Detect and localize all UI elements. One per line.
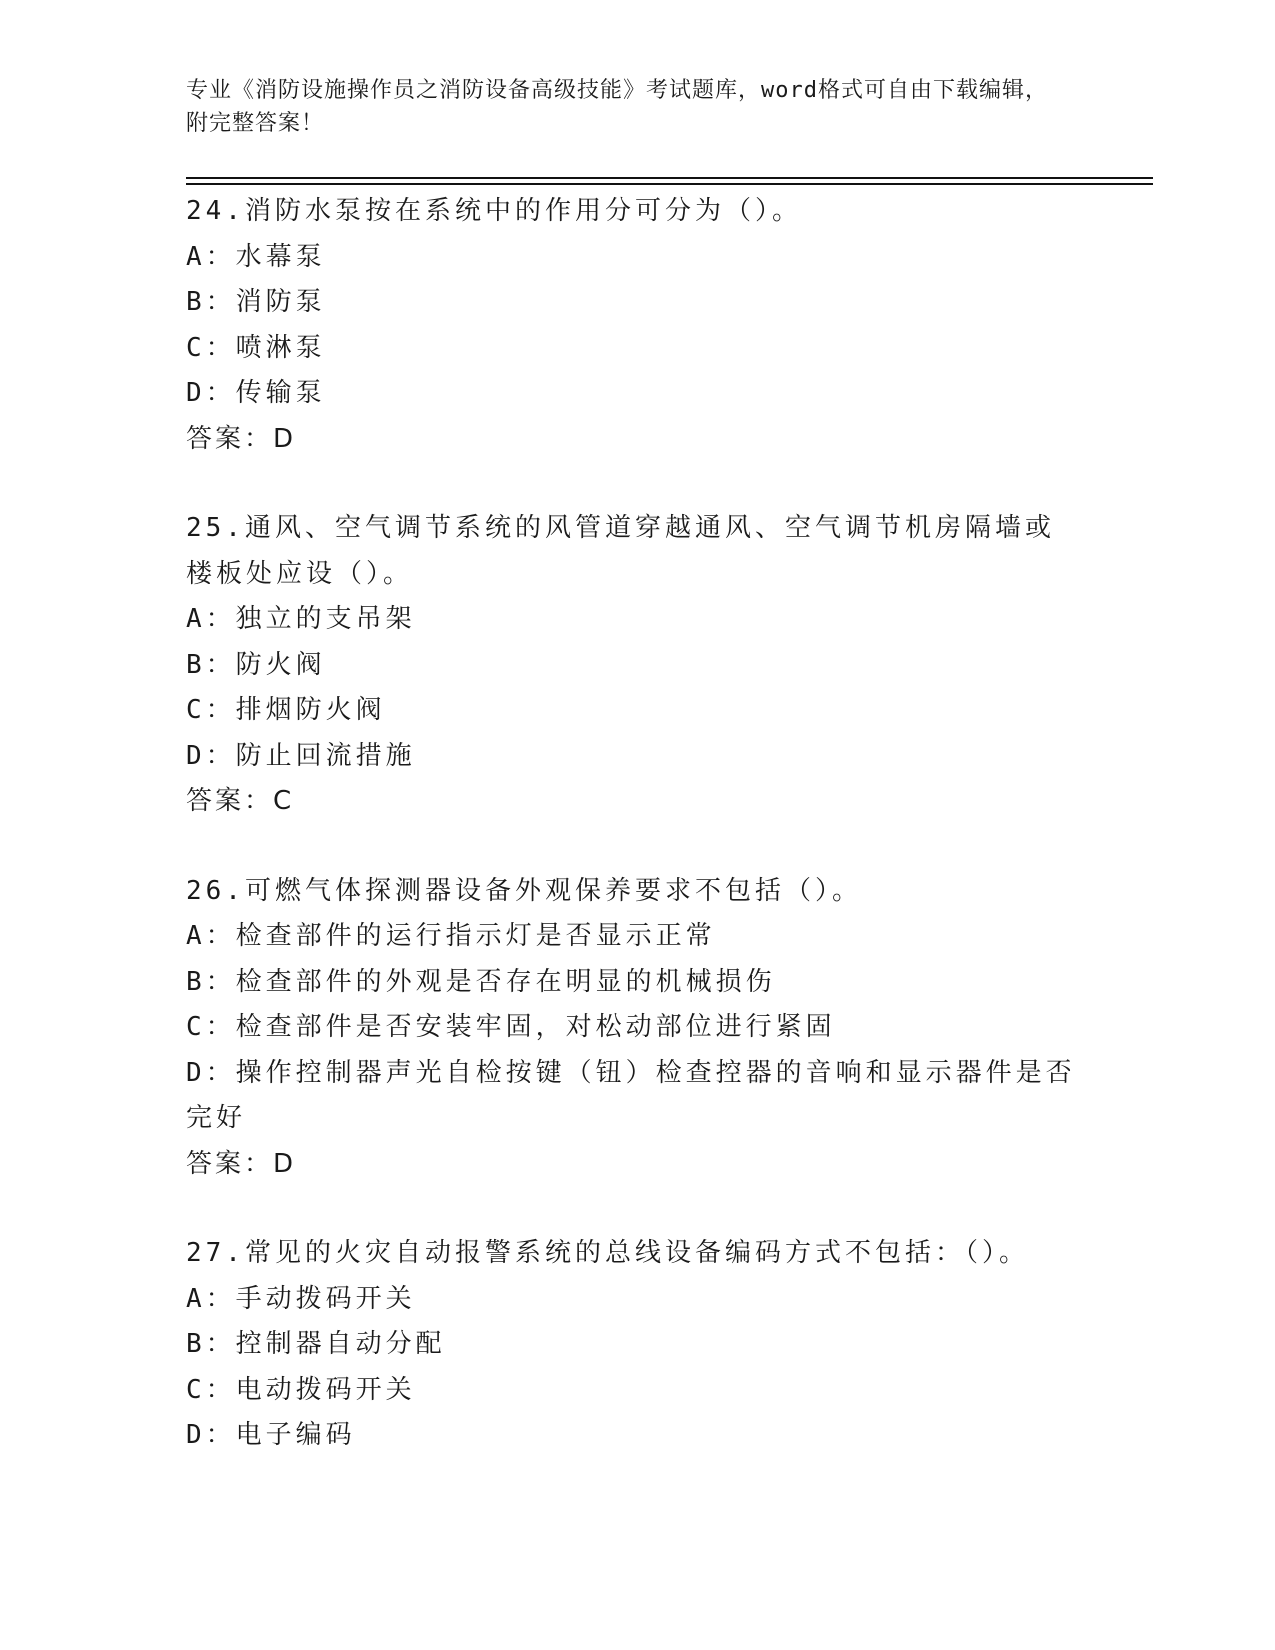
option-b: B：控制器自动分配 [186, 1329, 446, 1359]
question-25 [186, 506, 1086, 825]
question-stem: 25.通风、空气调节系统的风管道穿越通风、空气调节机房隔墙或楼板处应设（）。 [186, 513, 1055, 589]
document-header: 专业《消防设施操作员之消防设备高级技能》考试题库，word格式可自由下载编辑，附完整答案！ [186, 78, 1048, 136]
question-24 [186, 189, 1086, 462]
answer-line: 答案：C [186, 786, 295, 816]
header-rule-top [186, 177, 1153, 179]
question-27 [186, 1231, 1086, 1459]
option-b: B：防火阀 [186, 649, 326, 680]
option-b: B：消防泵 [186, 287, 326, 317]
question-26 [186, 869, 1086, 1188]
option-a: A：手动拨码开关 [186, 1283, 416, 1314]
option-d: D：防止回流措施 [186, 740, 416, 771]
question-stem: 26.可燃气体探测器设备外观保养要求不包括（）。 [186, 875, 862, 906]
option-d: D：操作控制器声光自检按键（钮）检查控器的音响和显示器件是否完好 [186, 1057, 1076, 1133]
option-c: C：排烟防火阀 [186, 695, 386, 725]
option-a: A：检查部件的运行指示灯是否显示正常 [186, 921, 716, 951]
option-c: C：喷淋泵 [186, 332, 326, 363]
option-a: A：水幕泵 [186, 241, 326, 272]
question-list [186, 189, 1086, 1503]
answer-line: 答案：D [186, 1148, 297, 1179]
option-d: D：传输泵 [186, 378, 326, 408]
option-b: B：检查部件的外观是否存在明显的机械损伤 [186, 966, 776, 997]
option-c: C：电动拨码开关 [186, 1374, 416, 1405]
question-stem: 27.常见的火灾自动报警系统的总线设备编码方式不包括：（）。 [186, 1238, 1029, 1268]
answer-line: 答案：D [186, 423, 297, 454]
question-stem: 24.消防水泵按在系统中的作用分可分为（）。 [186, 196, 802, 226]
option-c: C：检查部件是否安装牢固，对松动部位进行紧固 [186, 1012, 836, 1042]
option-a: A：独立的支吊架 [186, 604, 416, 634]
option-d: D：电子编码 [186, 1420, 356, 1450]
header-rule-bottom [186, 183, 1153, 185]
